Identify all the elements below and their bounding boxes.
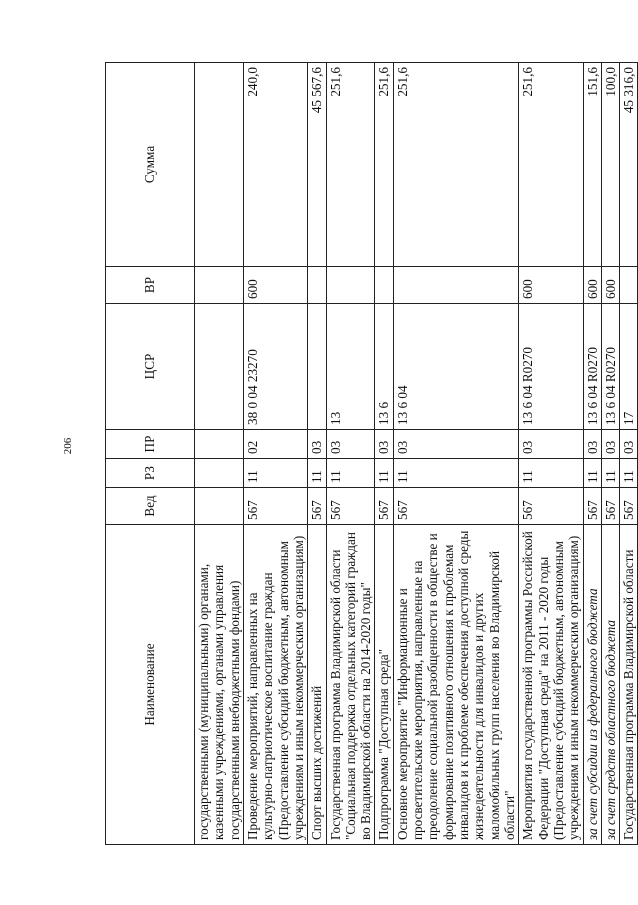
cell-sum: 45 316,0 (620, 63, 638, 267)
table-row (243, 63, 307, 845)
table-row (326, 63, 375, 845)
cell-vr: 600 (243, 267, 307, 304)
cell-name: Государственная программа Владимирской области "Социальная поддержка отдельных категорий граждан во Владимирской области на 2014-2020 годы" (326, 525, 375, 845)
cell-pr: 03 (519, 430, 583, 459)
cell-ved: 567 (308, 488, 326, 525)
cell-csr: 13 (326, 304, 375, 430)
cell-pr: 03 (601, 430, 619, 459)
cell-sum: 251,6 (326, 63, 375, 267)
cell-ved: 567 (243, 488, 307, 525)
cell-csr (195, 304, 244, 430)
cell-csr: 13 6 04 R0270 (601, 304, 619, 430)
cell-sum: 45 567,6 (308, 63, 326, 267)
cell-pr: 03 (375, 430, 393, 459)
cell-ved: 567 (620, 488, 638, 525)
cell-vr (375, 267, 393, 304)
cell-vr: 600 (519, 267, 583, 304)
cell-csr: 13 6 04 R0270 (519, 304, 583, 430)
cell-sum: 151,6 (583, 63, 601, 267)
table-row (620, 63, 638, 845)
table-row (375, 63, 393, 845)
cell-vr (308, 267, 326, 304)
cell-sum (195, 63, 244, 267)
header-ved: Вед (106, 488, 195, 525)
cell-ved: 567 (583, 488, 601, 525)
cell-rz: 11 (601, 459, 619, 488)
cell-vr: 600 (601, 267, 619, 304)
cell-ved (195, 488, 244, 525)
cell-name: Основное мероприятие "Информационные и просветительские мероприятия, направленные на преодоление социальной разобщенности в обществе и формирование позитивного отношения к проблемам инвалидов и к проблеме обеспечения доступной среды жизнедеятельности для инвалидов и других маломобильных групп населения во Владимирской области" (393, 525, 519, 845)
header-vr: ВР (106, 267, 195, 304)
cell-pr: 03 (583, 430, 601, 459)
cell-name: Мероприятия государственной программы Российской Федерации "Доступная среда" на 2011 - 2020 годы (Предоставление субсидий бюджетным, автономным учреждениям и иным некоммерческим организациям) (519, 525, 583, 845)
cell-pr: 03 (326, 430, 375, 459)
cell-sum: 240,0 (243, 63, 307, 267)
table-row (195, 63, 244, 845)
table-row (308, 63, 326, 845)
cell-csr: 13 6 04 R0270 (583, 304, 601, 430)
table-row (583, 63, 601, 845)
cell-rz: 11 (519, 459, 583, 488)
cell-vr (393, 267, 519, 304)
header-sum: Сумма (106, 63, 195, 267)
cell-ved: 567 (375, 488, 393, 525)
cell-name: Подпрограмма "Доступная среда" (375, 525, 393, 845)
cell-vr (326, 267, 375, 304)
cell-name: государственными (муниципальными) органами, казенными учреждениями, органами управления государственными внебюджетными фондами) (195, 525, 244, 845)
cell-ved: 567 (393, 488, 519, 525)
cell-rz: 11 (243, 459, 307, 488)
cell-rz: 11 (326, 459, 375, 488)
cell-ved: 567 (519, 488, 583, 525)
cell-name: Государственная программа Владимирской области (620, 525, 638, 845)
cell-vr (195, 267, 244, 304)
cell-csr: 38 0 04 23270 (243, 304, 307, 430)
table-row (519, 63, 583, 845)
rotated-table-wrapper (105, 63, 637, 845)
cell-name: за счет средств областного бюджета (601, 525, 619, 845)
cell-sum: 251,6 (375, 63, 393, 267)
cell-sum: 100,0 (601, 63, 619, 267)
cell-csr: 17 (620, 304, 638, 430)
table-row (393, 63, 519, 845)
cell-ved: 567 (601, 488, 619, 525)
cell-csr (308, 304, 326, 430)
cell-rz: 11 (620, 459, 638, 488)
cell-vr: 600 (583, 267, 601, 304)
cell-pr: 02 (243, 430, 307, 459)
cell-pr (195, 430, 244, 459)
cell-name: Проведение мероприятий, направленных на культурно-патриотическое воспитание граждан (Предоставление субсидий бюджетным, автономным учреждениям и иным некоммерческим организациям) (243, 525, 307, 845)
cell-pr: 03 (308, 430, 326, 459)
cell-pr: 03 (393, 430, 519, 459)
cell-csr: 13 6 04 (393, 304, 519, 430)
cell-rz: 11 (583, 459, 601, 488)
cell-sum: 251,6 (519, 63, 583, 267)
cell-name: Спорт высших достижений (308, 525, 326, 845)
header-rz: РЗ (106, 459, 195, 488)
table-row (601, 63, 619, 845)
header-name: Наименование (106, 525, 195, 845)
cell-sum: 251,6 (393, 63, 519, 267)
cell-csr: 13 6 (375, 304, 393, 430)
budget-table (105, 62, 638, 845)
page-number: 206 (62, 437, 74, 455)
cell-ved: 567 (326, 488, 375, 525)
cell-rz: 11 (308, 459, 326, 488)
cell-name: за счет субсидии из федерального бюджета (583, 525, 601, 845)
header-pr: ПР (106, 430, 195, 459)
cell-rz (195, 459, 244, 488)
cell-rz: 11 (393, 459, 519, 488)
cell-rz: 11 (375, 459, 393, 488)
cell-vr (620, 267, 638, 304)
header-row (106, 63, 195, 845)
cell-pr: 03 (620, 430, 638, 459)
header-csr: ЦСР (106, 304, 195, 430)
